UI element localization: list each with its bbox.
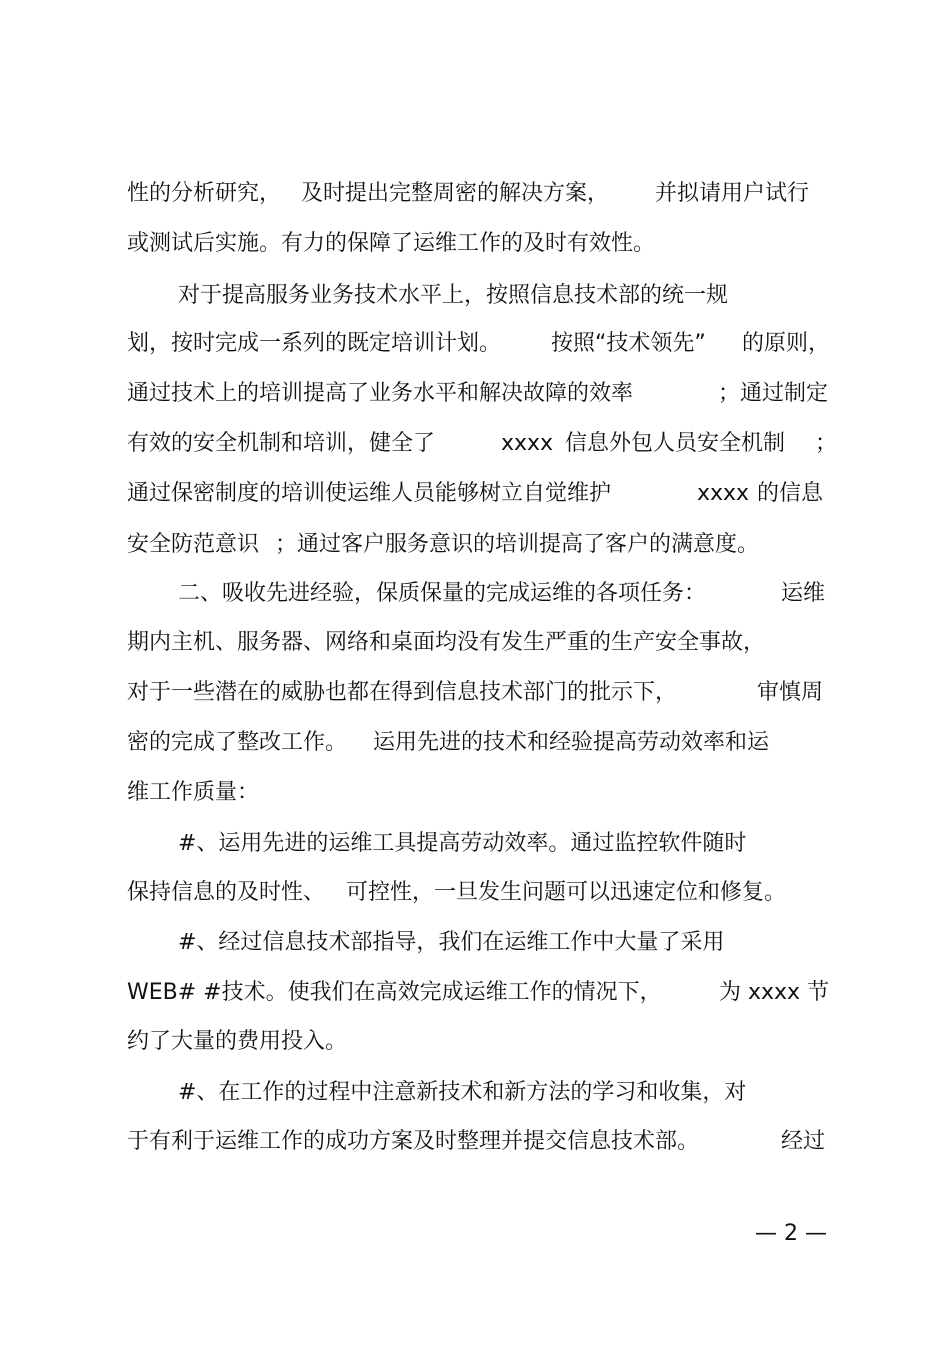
text-segment: 保持信息的及时性、 [127, 880, 326, 905]
text-segment: 有效的安全机制和培训，健全了 [127, 431, 436, 456]
text-segment: 划，按时完成一系列的既定培训计划。 [127, 331, 502, 356]
text-line [0, 177, 810, 211]
text-segment: 约了大量的费用投入。 [127, 1029, 348, 1054]
text-line [0, 477, 824, 511]
text-segment: 并拟请用户试行 [655, 181, 810, 206]
text-segment: 二、吸收先进经验，保质保量的完成运维的各项任务： [178, 581, 707, 606]
text-segment: 为 xxxx 节 [719, 980, 830, 1005]
text-segment: #、在工作的过程中注意新技术和新方法的学习和收集，对 [178, 1080, 747, 1105]
text-segment: 或测试后实施。有力的保障了运维工作的及时有效性。 [127, 231, 656, 256]
text-segment: 的信息 [757, 481, 824, 506]
text-line [0, 626, 766, 660]
text-segment: 性的分析研究， [127, 181, 282, 206]
text-line [0, 528, 760, 562]
text-segment: 维工作质量： [127, 780, 260, 805]
text-segment: WEB# #技术。使我们在高效完成运维工作的情况下， [127, 980, 662, 1005]
text-segment: 的原则， [742, 331, 831, 356]
text-segment: 期内主机、服务器、网络和桌面均没有发生严重的生产安全事故， [127, 630, 766, 655]
text-segment: 安全防范意识 [127, 532, 260, 557]
text-segment: 对于提高服务业务技术水平上，按照信息技术部的统一规 [178, 283, 729, 308]
text-segment: 通过保密制度的培训使运维人员能够树立自觉维护 [127, 481, 612, 506]
text-segment: xxxx [697, 481, 750, 506]
text-segment: 运维 [781, 581, 826, 606]
text-line [0, 926, 725, 960]
text-segment: #、运用先进的运维工具提高劳动效率。通过监控软件随时 [178, 831, 747, 856]
text-line [0, 1076, 747, 1110]
text-segment: #、经过信息技术部指导，我们在运维工作中大量了采用 [178, 930, 725, 955]
text-segment: 经过 [781, 1129, 826, 1154]
text-line [0, 726, 770, 760]
text-line [0, 1125, 826, 1159]
text-segment: 按照“技术领先” [551, 331, 706, 356]
text-line [0, 876, 787, 910]
text-line [0, 427, 838, 461]
page-number: — 2 — [755, 1221, 827, 1246]
text-segment: 运用先进的技术和经验提高劳动效率和运 [373, 730, 770, 755]
text-line [0, 976, 830, 1010]
text-segment: 于有利于运维工作的成功方案及时整理并提交信息技术部。 [127, 1129, 700, 1154]
text-segment: ； [815, 431, 838, 456]
text-line [0, 227, 656, 261]
text-segment: ；通过制定 [718, 381, 829, 406]
text-segment: 通过技术上的培训提高了业务水平和解决故障的效率 [127, 381, 634, 406]
text-segment: 可控性，一旦发生问题可以迅速定位和修复。 [346, 880, 787, 905]
text-line [0, 279, 729, 313]
text-segment: 对于一些潜在的威胁也都在得到信息技术部门的批示下， [127, 680, 678, 705]
text-line [0, 1025, 348, 1059]
text-segment: ；通过客户服务意识的培训提高了客户的满意度。 [275, 532, 760, 557]
text-segment: 审慎周 [757, 680, 824, 705]
text-line [0, 776, 260, 810]
text-line [0, 377, 829, 411]
text-line [0, 676, 824, 710]
text-segment: xxxx [501, 431, 554, 456]
text-segment: 信息外包人员安全机制 [565, 431, 786, 456]
text-line [0, 577, 826, 611]
text-line [0, 827, 747, 861]
text-line [0, 327, 831, 361]
text-segment: 及时提出完整周密的解决方案， [301, 181, 610, 206]
text-segment: 密的完成了整改工作。 [127, 730, 348, 755]
